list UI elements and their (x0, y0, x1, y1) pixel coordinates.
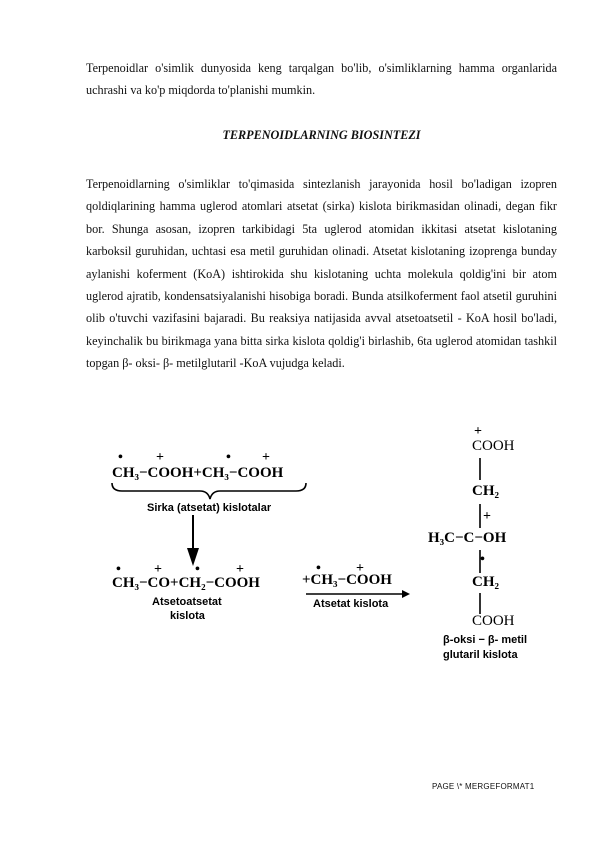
product-label: β-oksi − β- metil (443, 634, 528, 646)
page-footer: PAGE \* MERGEFORMAT1 (432, 782, 535, 791)
acetoacetate-label-2: kislota (170, 610, 205, 622)
carbon-dot-mark: • (195, 562, 200, 577)
carbon-plus-mark: + (356, 561, 364, 576)
carbon-dot-mark: • (118, 450, 123, 465)
reagent-label: Atsetat kislota (313, 598, 389, 610)
brace-shape (112, 483, 306, 499)
acetic-acid-label: Sirka (atsetat) kislotalar (147, 502, 272, 514)
carbon-plus-mark: + (474, 424, 482, 439)
section-heading: TERPENOIDLARNING BIOSINTEZI (222, 128, 421, 142)
chain-center-carbon: H₃C−C−OH (428, 530, 507, 546)
acetic-acid-formula: CH₃−COOH+CH₃−COOH (112, 465, 284, 481)
chain-cooh-top: COOH (472, 438, 515, 454)
carbon-plus-mark: + (483, 509, 491, 524)
carbon-plus-mark: + (236, 562, 244, 577)
carbon-plus-mark: + (154, 562, 162, 577)
right-arrow-head (402, 590, 410, 598)
acetoacetate-formula: CH₃−CO+CH₂−COOH (112, 575, 260, 591)
chain-ch2-bottom: CH₂ (472, 574, 499, 590)
reagent-formula: +CH₃−COOH (302, 572, 392, 588)
carbon-dot-mark: • (316, 561, 321, 576)
carbon-dot-mark: • (226, 450, 231, 465)
body-paragraph: Terpenoidlarning o'simliklar to'qimasida sintezlanish jarayonida hosil bo'ladigan izopren qoldiqlarining hamma uglerod atomlari atsetat (sirka) kislota birikmasidan olinadi, degan fikr bor. Shunga asosan, izopren tarkibidagi 5ta uglerod atomidan ikkitasi atsetat kislotaning karboksil guruhidan, uchtasi esa metil guruhidan olinadi. Atsetat kislotaning izoprenga bunday aylanishi koferment (KoA) ishtirokida shu kislotaning uchta molekula qoldig'ini bir atom uglerod ajratib, kondensatsiyalanishi hisobiga boradi. Bunda atsilkoferment faol atsetil guruhini olib o'tuvchi vazifasini bajaradi. Bu reaksiya natijasida avval atsetoatsetil - KoA hosil bo'ladi, keyinchalik bu birikmaga yana bitta sirka kislota qoldig'i birlashib, 6ta uglerod atomidan tashkil topgan β- oksi- β- metilglutaril -KoA vujudga keladi. (86, 177, 557, 371)
chain-ch2-top: CH₂ (472, 483, 499, 499)
acetoacetate-label: Atsetoatsetat (152, 596, 222, 608)
carbon-dot-mark: • (116, 562, 121, 577)
carbon-plus-mark: + (156, 450, 164, 465)
chain-cooh-bottom: COOH (472, 613, 515, 629)
carbon-dot-mark: • (480, 552, 485, 567)
product-label-2: glutaril kislota (443, 649, 518, 661)
carbon-plus-mark: + (262, 450, 270, 465)
intro-paragraph: Terpenoidlar o'simlik dunyosida keng tarqalgan bo'lib, o'simliklarning hamma organlarida uchrashi va ko'p miqdorda to'planishi mumkin. (86, 61, 557, 98)
